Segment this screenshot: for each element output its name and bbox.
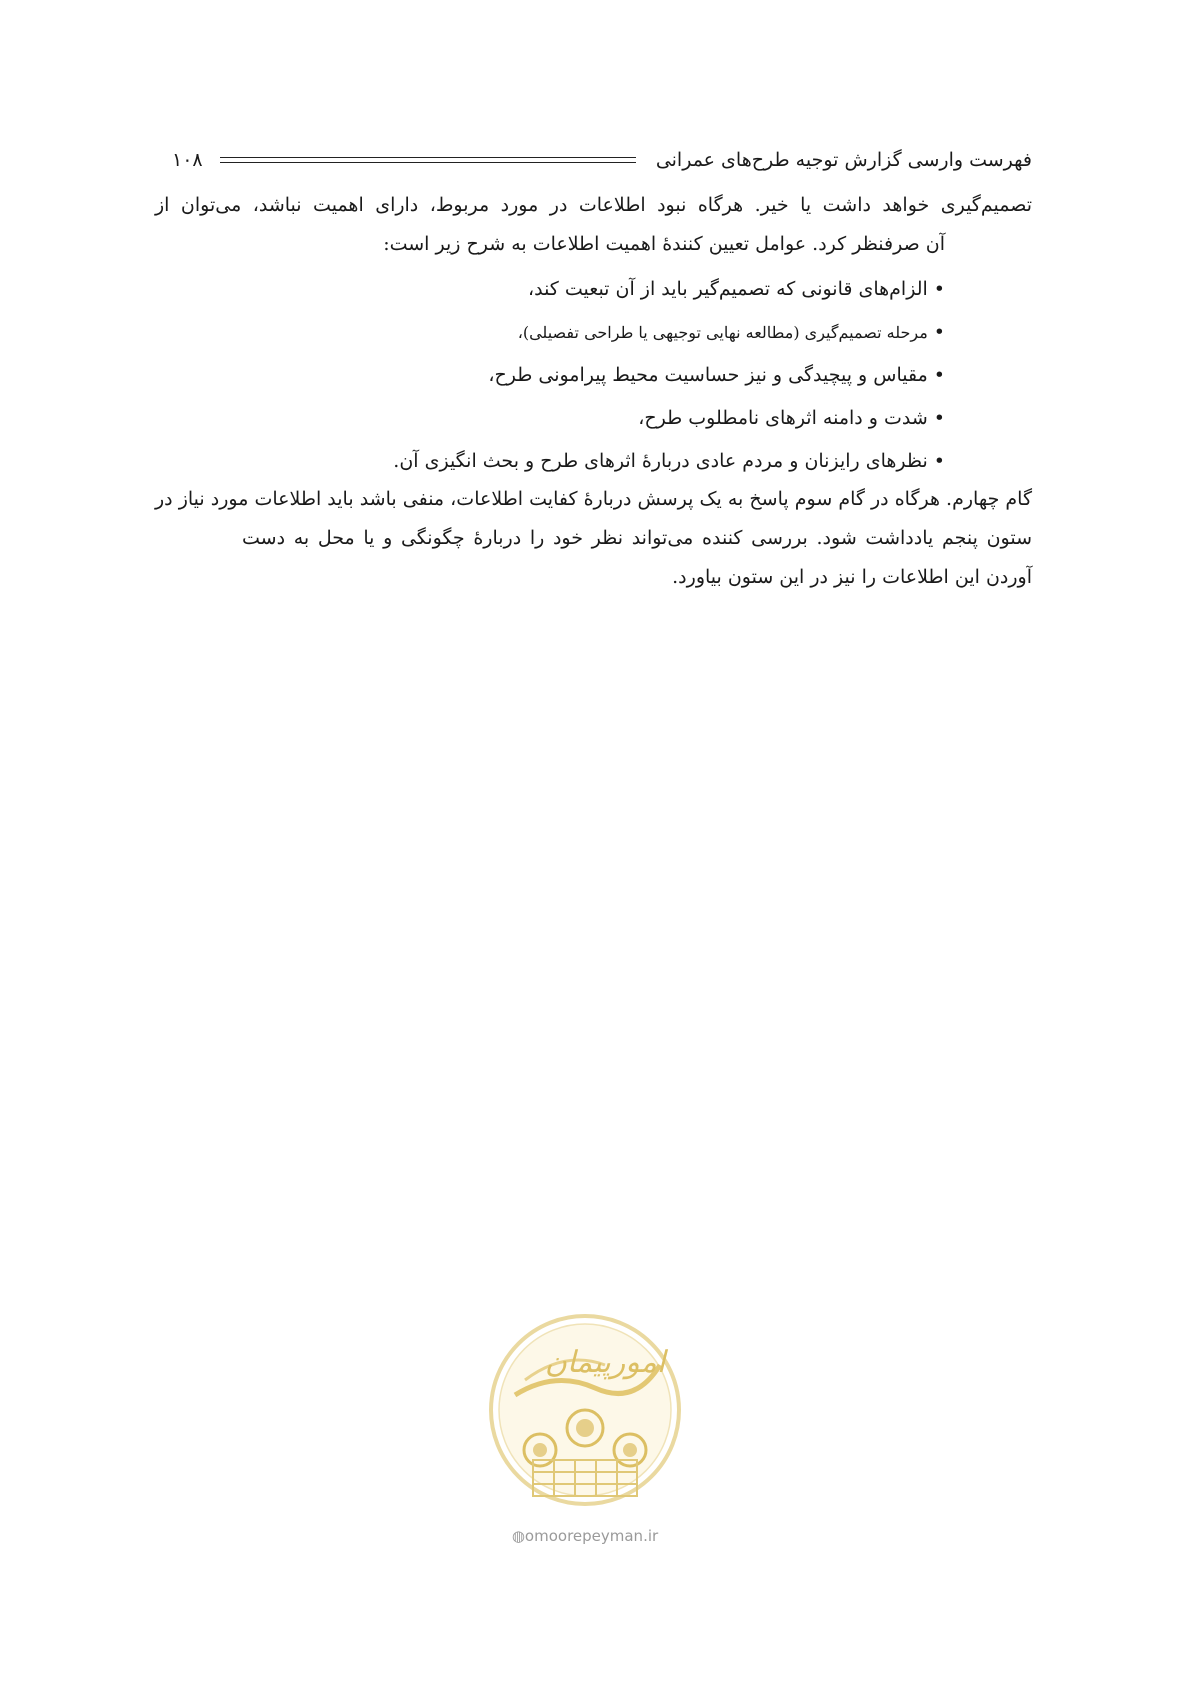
list-item [245, 311, 945, 354]
list-item [245, 397, 945, 440]
paragraph-line: آوردن این اطلاعات را نیز در این ستون بیاورد. [672, 566, 1032, 588]
paragraph-step-four [155, 480, 1032, 597]
paragraph-line: آن صرفنظر کرد. عوامل تعیین کنندهٔ اهمیت اطلاعات به شرح زیر است: [383, 233, 945, 255]
watermark-url: omoorepeyman.ir [524, 1527, 659, 1545]
watermark-caption [485, 1527, 685, 1545]
list-item-text: مرحله تصمیم‌گیری (مطالعه نهایی توجیهی یا طراحی تفصیلی)، [517, 323, 928, 342]
list-item [245, 268, 945, 311]
bullet-list [245, 268, 945, 483]
paragraph-line: ستون پنجم یادداشت شود. بررسی کننده می‌تواند نظر خود را دربارهٔ چگونگی و یا محل به دست [242, 527, 1032, 549]
list-item-text: شدت و دامنه اثرهای نامطلوب طرح، [638, 407, 928, 429]
list-item [245, 440, 945, 483]
bullet-icon: • [933, 321, 945, 343]
page-number: ۱۰۸ [172, 149, 203, 171]
bullet-icon: • [933, 364, 945, 386]
bullet-icon: • [933, 407, 945, 429]
page-header [172, 145, 1032, 175]
list-item-text: نظرهای رایزنان و مردم عادی دربارهٔ اثرهای طرح و بحث انگیزی آن. [393, 450, 928, 472]
list-item-text: مقیاس و پیچیدگی و نیز حساسیت محیط پیرامونی طرح، [488, 364, 928, 386]
bullet-icon: • [933, 450, 945, 472]
header-rule [220, 157, 636, 163]
paragraph-line: گام چهارم. هرگاه در گام سوم پاسخ به یک پرسش دربارهٔ کفایت اطلاعات، منفی باشد باید اطلاعات مورد نیاز در [155, 488, 1033, 510]
running-title: فهرست وارسی گزارش توجیه طرح‌های عمرانی [655, 149, 1032, 171]
paragraph-line: تصمیم‌گیری خواهد داشت یا خیر. هرگاه نبود اطلاعات در مورد مربوط، دارای اهمیت نباشد، می‌توان از [155, 194, 1032, 216]
globe-icon: ◍ [511, 1527, 525, 1545]
list-item-text: الزام‌های قانونی که تصمیم‌گیر باید از آن تبعیت کند، [527, 278, 928, 300]
svg-text:امورپیمان: امورپیمان [544, 1345, 666, 1380]
paragraph-intro [155, 186, 1032, 264]
watermark-logo-icon [485, 1310, 685, 1510]
list-item [245, 354, 945, 397]
bullet-icon: • [933, 278, 945, 300]
